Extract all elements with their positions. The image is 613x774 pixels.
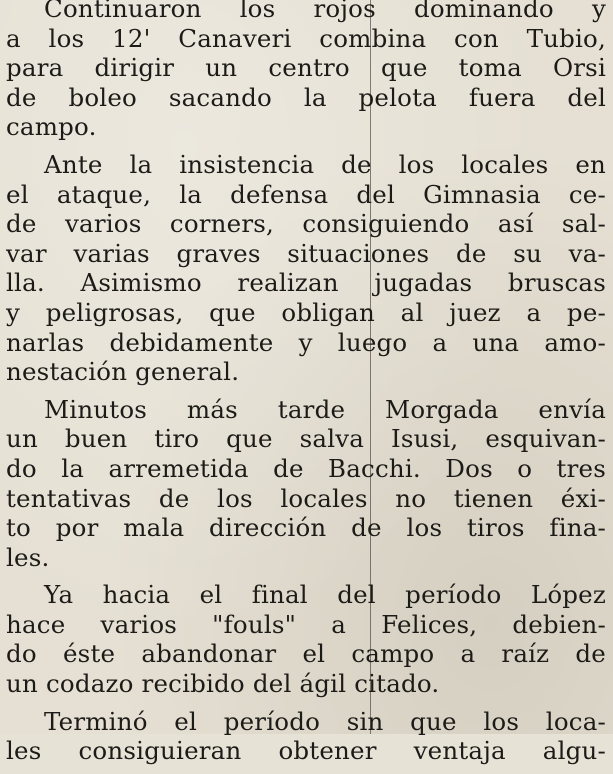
text-line: do éste abandonar el campo a raíz de — [6, 639, 606, 669]
text-line: Ante la insistencia de los locales en — [44, 149, 606, 179]
text-line: un codazo recibido del ágil citado. — [6, 669, 440, 699]
text-line: de varios corners, consiguiendo así sal- — [6, 209, 606, 239]
text-line: hace varios "fouls" a Felices, debien- — [6, 609, 606, 639]
paragraph-1 — [6, 0, 606, 142]
paragraph-3 — [6, 395, 606, 573]
article-text-column — [6, 0, 606, 774]
text-line: var varias graves situaciones de su va- — [6, 238, 606, 268]
text-line: y peligrosas, que obligan al juez a pe- — [6, 297, 606, 327]
text-line: a los 12' Canaveri combina con Tubio, — [6, 23, 606, 53]
text-line: lla. Asimismo realizan jugadas bruscas — [6, 268, 606, 298]
text-line: el ataque, la defensa del Gimnasia ce- — [6, 179, 606, 209]
text-line: do la arremetida de Bacchi. Dos o tres — [6, 453, 606, 483]
text-line: tentativas de los locales no tienen éxi- — [6, 483, 606, 513]
text-line: nestación general. — [6, 357, 240, 387]
text-line: les consiguieran obtener ventaja algu- — [6, 736, 606, 766]
text-line: Minutos más tarde Morgada envía — [44, 394, 606, 424]
paragraph-2 — [6, 150, 606, 387]
text-line: Terminó el período sin que los loca- — [44, 706, 606, 736]
paragraph-4 — [6, 580, 606, 698]
text-line: para dirigir un centro que toma Orsi — [6, 53, 606, 83]
paragraph-5 — [6, 707, 606, 766]
text-line: les. — [6, 542, 50, 572]
text-line: Continuaron los rojos dominando y — [44, 0, 606, 23]
text-line: Ya hacia el final del período López — [44, 580, 606, 610]
text-line: campo. — [6, 112, 97, 142]
text-line: de boleo sacando la pelota fuera del — [6, 82, 606, 112]
text-line: un buen tiro que salva Isusi, esquivan- — [6, 424, 606, 454]
text-line: narlas debidamente y luego a una amo- — [6, 327, 606, 357]
text-line: to por mala dirección de los tiros fina- — [6, 513, 606, 543]
